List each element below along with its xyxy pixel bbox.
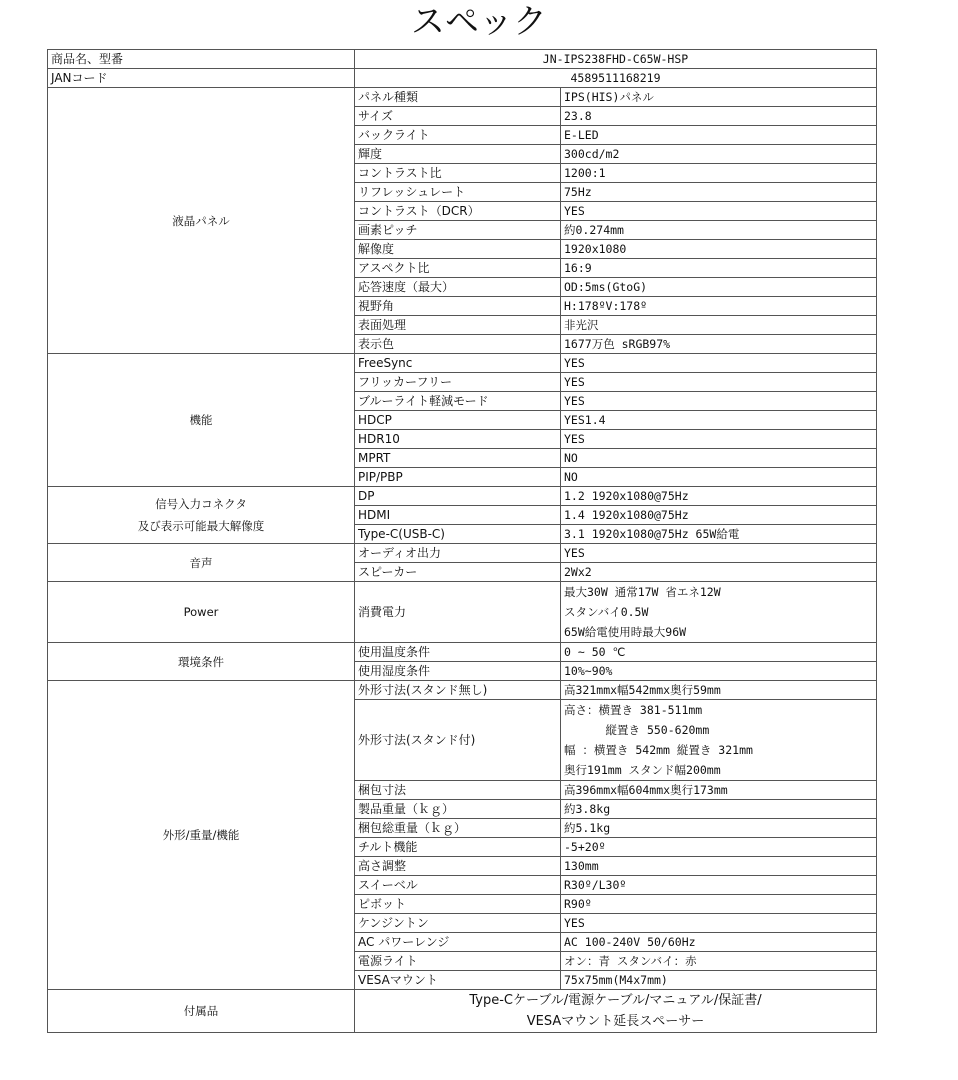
header-value: JN-IPS238FHD-C65W-HSP	[355, 50, 877, 69]
spec-item-value: 1200:1	[561, 164, 877, 183]
spec-item-value: 1920x1080	[561, 240, 877, 259]
spec-value-line: 最大30W 通常17W 省エネ12W	[564, 585, 721, 599]
spec-item-name: 高さ調整	[355, 857, 561, 876]
spec-value-line: 幅 ：横置き 542mm 縦置き 321mm	[564, 743, 753, 757]
spec-item-name: HDMI	[355, 506, 561, 525]
spec-item-value: 高396mmx幅604mmx奥行173mm	[561, 781, 877, 800]
header-label: 商品名、型番	[48, 50, 355, 69]
category-label: 環境条件	[48, 643, 355, 681]
spec-item-value: 約0.274mm	[561, 221, 877, 240]
spec-item-value: R90º	[561, 895, 877, 914]
spec-item-value: 1677万色 sRGB97%	[561, 335, 877, 354]
spec-item-name: 使用湿度条件	[355, 662, 561, 681]
spec-item-name: 使用温度条件	[355, 643, 561, 662]
spec-item-value: YES1.4	[561, 411, 877, 430]
spec-item-name: オーディオ出力	[355, 544, 561, 563]
spec-value-line: 縦置き 550-620mm	[564, 723, 710, 737]
category-label: 信号入力コネクタ 及び表示可能最大解像度	[48, 487, 355, 544]
spec-item-name: 外形寸法(スタンド付)	[355, 700, 561, 781]
spec-item-name: DP	[355, 487, 561, 506]
spec-item-name: AC パワーレンジ	[355, 933, 561, 952]
spec-item-name: 視野角	[355, 297, 561, 316]
jan-code-row	[48, 69, 877, 88]
spec-item-value: AC 100-240V 50/60Hz	[561, 933, 877, 952]
spec-item-value: E-LED	[561, 126, 877, 145]
spec-item-value: 約5.1kg	[561, 819, 877, 838]
page-title: スペック	[411, 2, 547, 42]
accessories-row	[48, 990, 877, 1033]
spec-item-name: 画素ピッチ	[355, 221, 561, 240]
spec-item-value: 75x75mm(M4x7mm)	[561, 971, 877, 990]
spec-item-name: ブルーライト軽減モード	[355, 392, 561, 411]
spec-item-name: スイーベル	[355, 876, 561, 895]
spec-item-value	[561, 582, 877, 643]
spec-item-value: YES	[561, 392, 877, 411]
spec-item-name: 応答速度（最大）	[355, 278, 561, 297]
spec-item-value: 300cd/m2	[561, 145, 877, 164]
spec-item-name: HDR10	[355, 430, 561, 449]
spec-row	[48, 681, 877, 700]
category-label: 機能	[48, 354, 355, 487]
spec-item-name: 輝度	[355, 145, 561, 164]
spec-item-value: IPS(HIS)パネル	[561, 88, 877, 107]
spec-item-name: パネル種類	[355, 88, 561, 107]
accessories-line: VESAマウント延長スペーサー	[526, 1014, 705, 1029]
spec-item-value: 1.4 1920x1080@75Hz	[561, 506, 877, 525]
spec-item-name: 表面処理	[355, 316, 561, 335]
accessories-label: 付属品	[48, 990, 355, 1033]
spec-item-name: ピボット	[355, 895, 561, 914]
product-name-row	[48, 50, 877, 69]
spec-row	[48, 544, 877, 563]
spec-item-name: ケンジントン	[355, 914, 561, 933]
spec-item-name: サイズ	[355, 107, 561, 126]
spec-item-name: MPRT	[355, 449, 561, 468]
spec-item-name: 梱包総重量（ｋｇ）	[355, 819, 561, 838]
spec-item-value: 3.1 1920x1080@75Hz 65W給電	[561, 525, 877, 544]
spec-row	[48, 88, 877, 107]
spec-item-value	[561, 700, 877, 781]
spec-item-value: 2Wx2	[561, 563, 877, 582]
spec-item-value: オン：青 スタンバイ：赤	[561, 952, 877, 971]
spec-item-name: フリッカーフリー	[355, 373, 561, 392]
spec-item-name: 解像度	[355, 240, 561, 259]
spec-item-name: 外形寸法(スタンド無し)	[355, 681, 561, 700]
spec-item-name: アスペクト比	[355, 259, 561, 278]
spec-value-line: スタンバイ0.5W	[564, 605, 649, 619]
spec-item-name: リフレッシュレート	[355, 183, 561, 202]
spec-value-line: 高さ：横置き 381-511mm	[564, 703, 703, 717]
spec-item-name: 梱包寸法	[355, 781, 561, 800]
header-label: JANコード	[48, 69, 355, 88]
spec-row	[48, 354, 877, 373]
spec-item-value: 75Hz	[561, 183, 877, 202]
spec-item-value: OD:5ms(GtoG)	[561, 278, 877, 297]
spec-row	[48, 582, 877, 643]
spec-item-value: YES	[561, 202, 877, 221]
spec-item-value: 10%~90%	[561, 662, 877, 681]
category-label: Power	[48, 582, 355, 643]
spec-item-name: 製品重量（ｋｇ）	[355, 800, 561, 819]
spec-item-name: 消費電力	[355, 582, 561, 643]
spec-value-line: 奥行191mm スタンド幅200mm	[564, 763, 721, 777]
spec-item-value: 高321mmx幅542mmx奥行59mm	[561, 681, 877, 700]
spec-item-value: 非光沢	[561, 316, 877, 335]
spec-item-name: バックライト	[355, 126, 561, 145]
spec-item-name: HDCP	[355, 411, 561, 430]
spec-item-name: 表示色	[355, 335, 561, 354]
spec-item-value: 0 ~ 50 ℃	[561, 643, 877, 662]
spec-item-value: 1.2 1920x1080@75Hz	[561, 487, 877, 506]
spec-value-line: 65W給電使用時最大96W	[564, 625, 687, 639]
spec-item-name: チルト機能	[355, 838, 561, 857]
spec-row	[48, 643, 877, 662]
spec-table	[47, 49, 877, 1033]
category-label: 音声	[48, 544, 355, 582]
category-label: 液晶パネル	[48, 88, 355, 354]
spec-item-name: VESAマウント	[355, 971, 561, 990]
spec-item-name: コントラスト（DCR）	[355, 202, 561, 221]
spec-item-name: Type-C(USB-C)	[355, 525, 561, 544]
spec-item-value: YES	[561, 354, 877, 373]
spec-item-name: スピーカー	[355, 563, 561, 582]
accessories-line: Type-Cケーブル/電源ケーブル/マニュアル/保証書/	[469, 993, 762, 1008]
spec-item-value: 約3.8kg	[561, 800, 877, 819]
spec-item-value: H:178ºV:178º	[561, 297, 877, 316]
spec-item-value: -5+20º	[561, 838, 877, 857]
spec-item-value: YES	[561, 544, 877, 563]
spec-item-value: YES	[561, 373, 877, 392]
spec-item-value: NO	[561, 468, 877, 487]
spec-item-value: YES	[561, 914, 877, 933]
spec-item-value: 16:9	[561, 259, 877, 278]
header-value: 4589511168219	[355, 69, 877, 88]
spec-item-name: PIP/PBP	[355, 468, 561, 487]
spec-row	[48, 487, 877, 506]
spec-item-value: 23.8	[561, 107, 877, 126]
spec-item-name: コントラスト比	[355, 164, 561, 183]
spec-item-value: NO	[561, 449, 877, 468]
spec-item-value: R30º/L30º	[561, 876, 877, 895]
spec-item-value: 130mm	[561, 857, 877, 876]
accessories-value	[355, 990, 877, 1033]
category-label: 外形/重量/機能	[48, 681, 355, 990]
spec-item-value: YES	[561, 430, 877, 449]
spec-item-name: 電源ライト	[355, 952, 561, 971]
spec-item-name: FreeSync	[355, 354, 561, 373]
